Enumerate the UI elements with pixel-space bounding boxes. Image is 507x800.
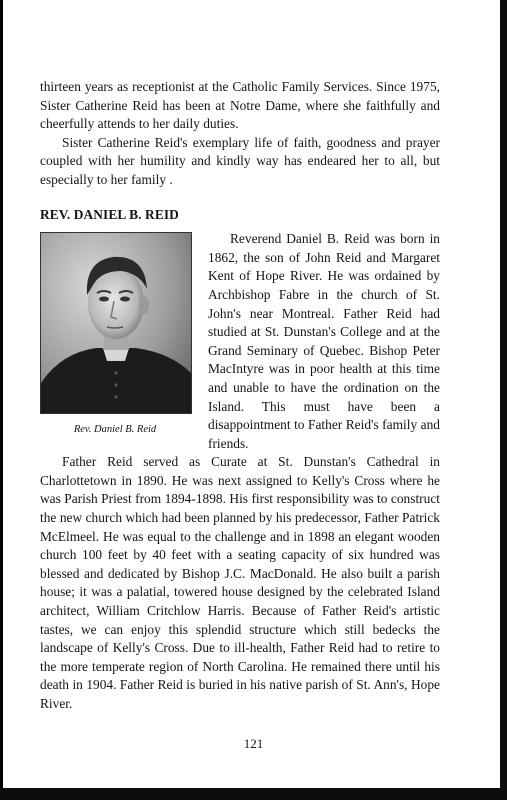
portrait-figure (40, 232, 196, 440)
scan-left-edge (0, 0, 3, 800)
page-number: 121 (243, 736, 264, 751)
portrait-photo (40, 232, 192, 414)
scan-right-edge (500, 0, 507, 800)
scan-bottom-edge (0, 788, 507, 800)
portrait-caption: Rev. Daniel B. Reid (73, 424, 157, 436)
book-page-body (40, 78, 440, 714)
intro-paragraph-1: thirteen years as receptionist at the Catholic Family Services. Since 1975, Sister Catherine Reid has been at Notre Dame, where she faithfully and cheerfully attends to her daily duties. (40, 79, 440, 132)
intro-paragraph-2: Sister Catherine Reid's exemplary life of faith, goodness and prayer coupled with her humility and kindly way has endeared her to all, but especially to her family . (40, 134, 440, 187)
section-paragraph-1: Reverend Daniel B. Reid was born in 1862, the son of John Reid and Margaret Kent of Hope River. He was ordained by Archbishop Fabre in the church of St. John's near Montreal. Father Reid had studied at St. Dunstan's College and at the Grand Seminary of Quebec. Bishop Peter MacIntyre was in poor health at this time and unable to have the ordination on the Island. This must have been a disappointment to Father Reid's family and friends. (208, 231, 440, 451)
section-paragraph-2: Father Reid served as Curate at St. Dunstan's Cathedral in Charlottetown in 1890. He was next assigned to Kelly's Cross where he was Parish Priest from 1894-1898. His first responsibility was to construct the new church which had been planned by his predecessor, Father Patrick McElmeel. He was equal to the challenge and in 1898 an elegant wooden church 100 feet by 40 feet with a seating capacity of six hundred was blessed and dedicated by Bishop J.C. MacDonald. He also built a parish house; it was a palatial, towered house designed by the celebrated Island architect, William Critchlow Harris. Because of Father Reid's artistic tastes, we can enjoy this splendid structure which still bedecks the landscape of Kelly's Cross. Due to ill-health, Father Reid had to retire to the more temperate region of North Carolina. He remained there until his death in 1904. Father Reid is buried in his native parish of St. Ann's, Hope River. (40, 454, 440, 711)
section-heading: REV. DANIEL B. REID (40, 206, 179, 222)
